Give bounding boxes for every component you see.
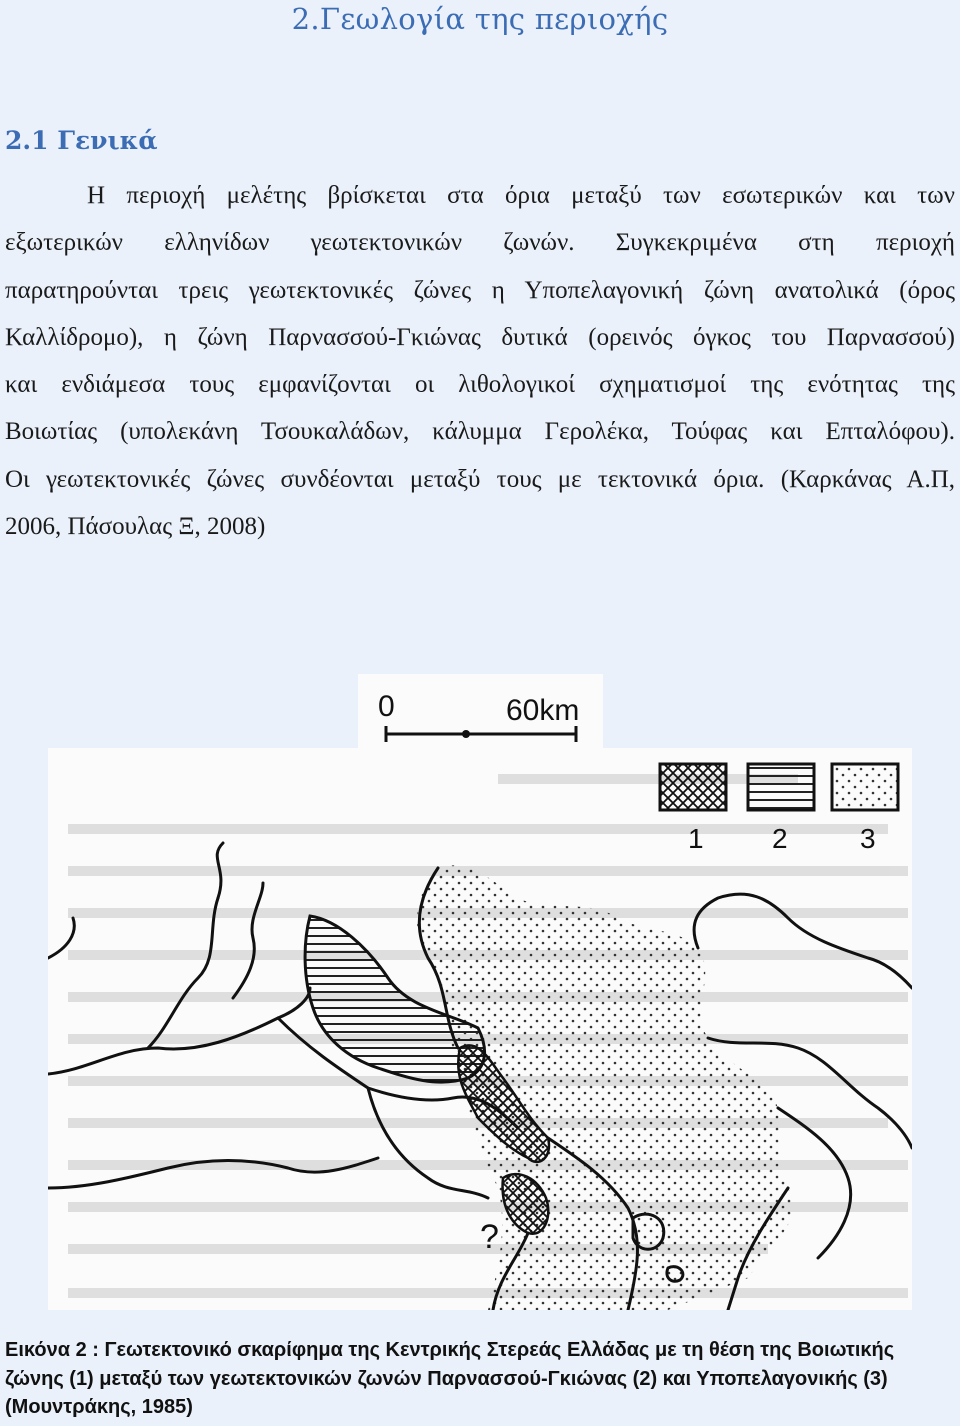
caption-line: Εικόνα 2 : Γεωτεκτονικό σκαρίφημα της Κεντρικής Στερεάς Ελλάδας με τη θέση της Βοιωτικής (5, 1339, 895, 1361)
scale-end-label: 60km (506, 694, 580, 727)
scale-start-label: 0 (378, 690, 395, 723)
paragraph-line: Η περιοχή μελέτης βρίσκεται στα όρια μεταξύ των εσωτερικών και των (87, 182, 955, 209)
body-paragraph (5, 172, 955, 550)
paragraph-line: και ενδιάμεσα τους εμφανίζονται οι λιθολογικοί σχηματισμοί της ενότητας της (5, 371, 955, 399)
figure-caption (5, 1336, 955, 1422)
section-heading: 2.1 Γενικά (5, 126, 158, 155)
map-legend (660, 764, 898, 854)
paragraph-line: Βοιωτίας (υπολεκάνη Τσουκαλάδων, κάλυμμα Γερολέκα, Τούφας και Επταλόφου). (5, 418, 955, 446)
caption-line: ζώνης (1) μεταξύ των γεωτεκτονικών ζωνών Παρνασσού-Γκιώνας (2) και Υποπελαγονικής (3) (5, 1367, 888, 1390)
geotectonic-sketch-map (48, 748, 912, 1310)
page-heading: 2.Γεωλογία της περιοχής (291, 2, 669, 36)
paragraph-line: 2006, Πάσουλας Ξ, 2008) (5, 513, 266, 541)
map-scale-panel (358, 674, 603, 752)
paragraph-line: εξωτερικών ελληνίδων γεωτεκτονικών ζωνών. Συγκεκριμένα στη περιοχή (5, 229, 955, 257)
paragraph-line: Καλλίδρομο), η ζώνη Παρνασσού-Γκιώνας δυτικά (ορεινός όγκος του Παρνασσού) (5, 323, 955, 351)
paragraph-line: Οι γεωτεκτονικές ζώνες συνδέονται μεταξύ τους με τεκτονικά όρια. (Καρκάνας Α.Π, (5, 465, 955, 493)
caption-line: (Μουντράκης, 1985) (5, 1396, 193, 1418)
question-mark-label: ? (480, 1218, 499, 1256)
legend-label-1: 1 (688, 823, 704, 854)
legend-label-2: 2 (772, 823, 788, 854)
paragraph-line: παρατηρούνται τρεις γεωτεκτονικές ζώνες η Υποπελαγονική ζώνη ανατολικά (όρος (5, 276, 955, 304)
legend-label-3: 3 (860, 823, 876, 854)
